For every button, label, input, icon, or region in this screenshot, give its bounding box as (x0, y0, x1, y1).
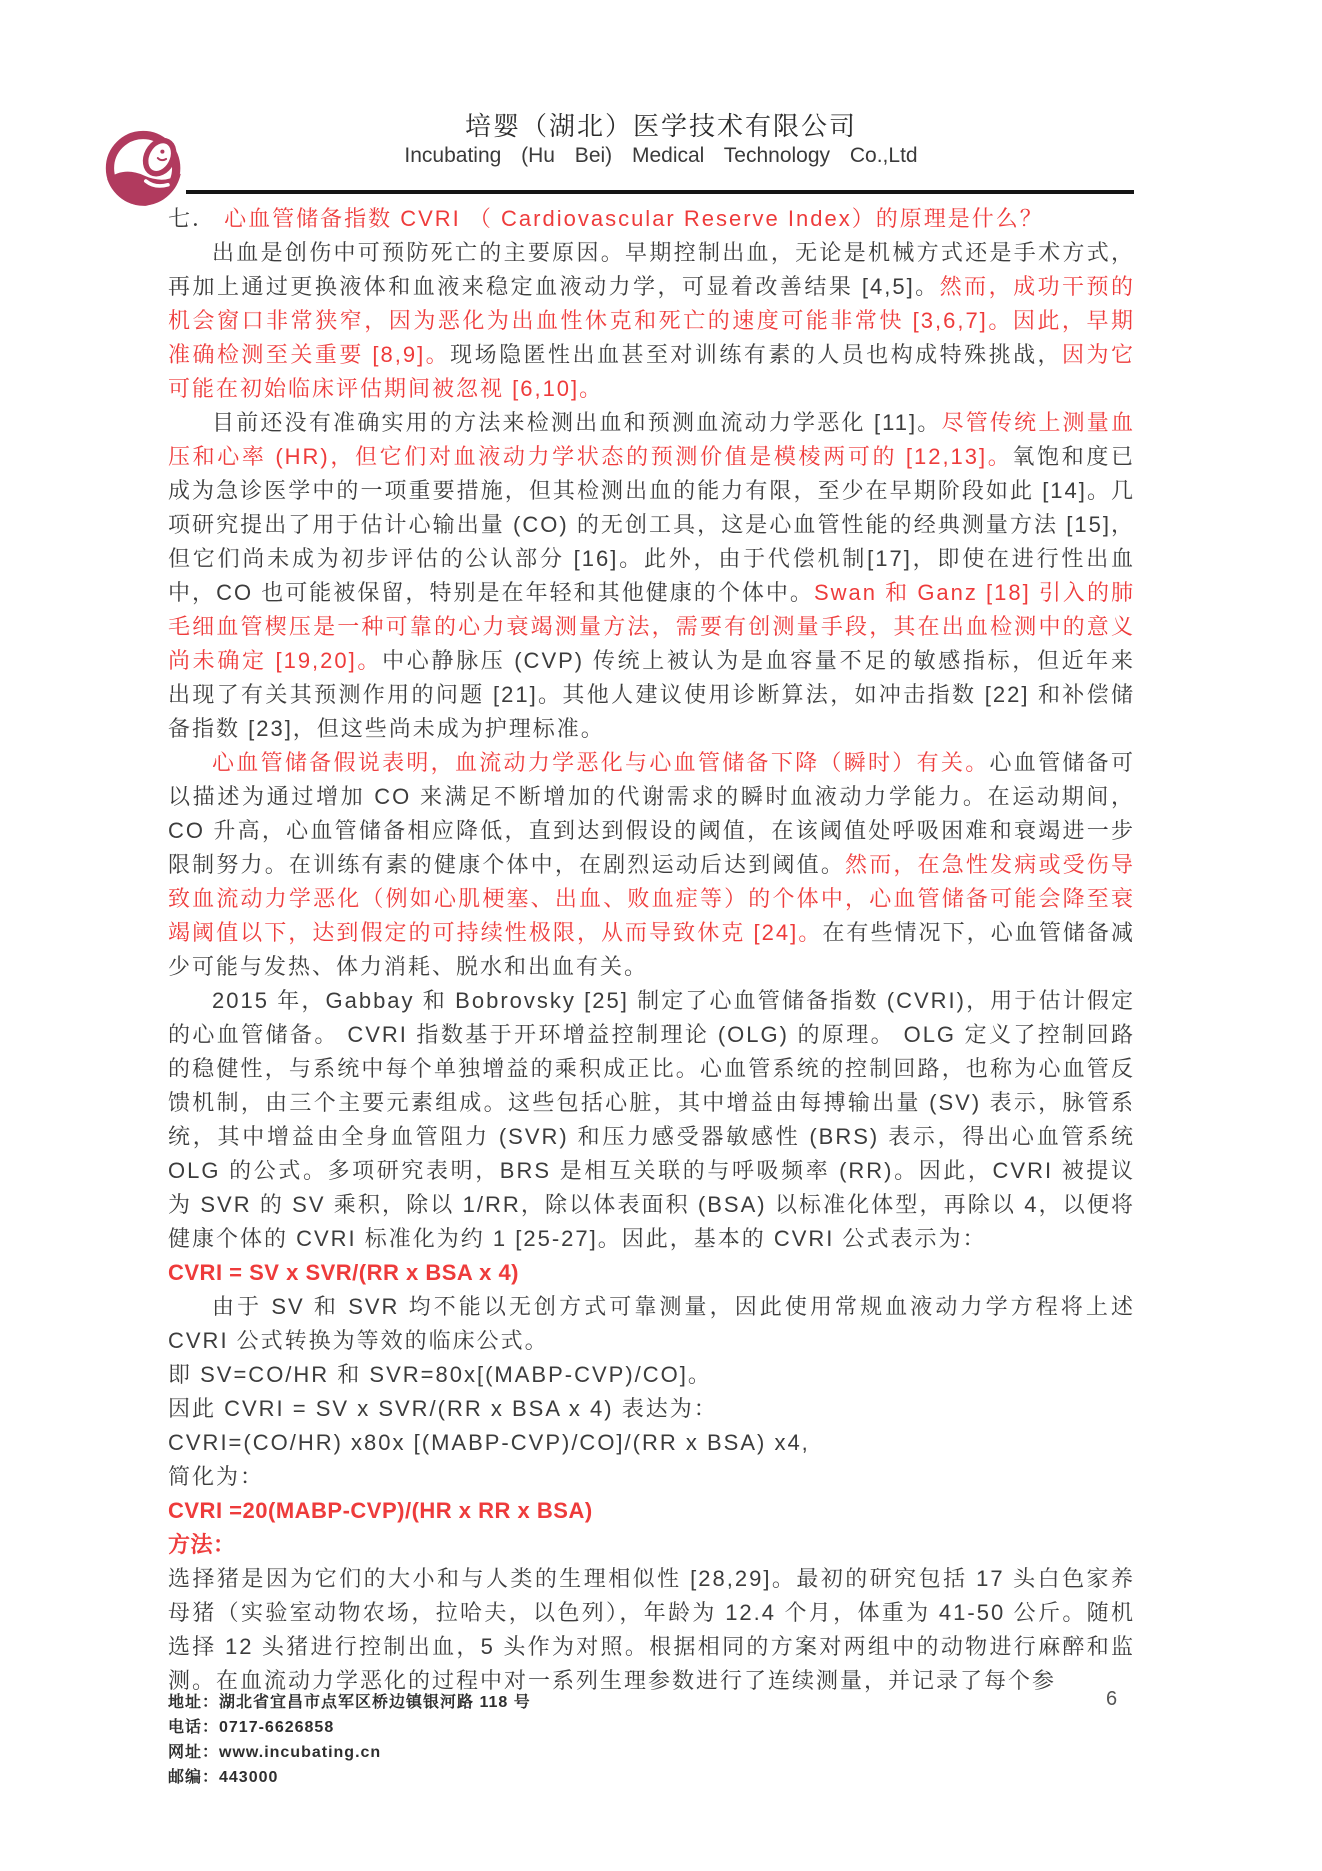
company-name-zh: 培婴（湖北）医学技术有限公司 (464, 111, 857, 141)
text-segment: 由于 SV 和 SVR 均不能以无创方式可靠测量，因此使用常规血液动力学方程将上述 CVRI 公式转换为等效的临床公式。 (168, 1294, 1135, 1353)
page-number: 6 (1106, 1688, 1118, 1710)
footer-phone: 电话：0717-6626858 (168, 1719, 335, 1736)
formula-line-expressed-as (168, 1392, 1135, 1426)
text-segment: Swan 和 Ganz [18] 引入的肺毛细血管楔压是一种可靠的心力衰竭测量方法，需要有创测量手段，其在出血检测中的意义尚未确定 [19,20]。 (168, 580, 1135, 673)
paragraph-6 (168, 1562, 1135, 1698)
company-name-en: Incubating (Hu Bei) Medical Technology Co.,Ltd (404, 144, 918, 167)
text-segment: 现场隐匿性出血甚至对训练有素的人员也构成特殊挑战， (450, 342, 1063, 367)
footer-postcode: 邮编：443000 (168, 1769, 279, 1786)
footer (168, 1690, 868, 1790)
footer-address: 地址：湖北省宜昌市点军区桥边镇银河路 118 号 (168, 1694, 531, 1711)
text-segment: 简化为： (168, 1464, 265, 1489)
text-segment: 方法： (168, 1532, 236, 1557)
formula-line-expanded (168, 1426, 1135, 1460)
paragraph-4 (168, 984, 1135, 1256)
footer-website: 网址：www.incubating.cn (168, 1744, 382, 1761)
text-segment: 2015 年，Gabbay 和 Bobrovsky [25] 制定了心血管储备指数 (CVRI)，用于估计假定的心血管储备。 CVRI 指数基于开环增益控制理论 (OLG) 的原理。 OLG 定义了控制回路的稳健性，与系统中每个单独增益的乘积成正比。心血管系统的控制回路，也称为心血管反馈机制，由三个主要元素组成。这些包括心脏，其中增益由每搏输出量 (SV) 表示，脉管系统，其中增益由全身血管阻力 (SVR) 和压力感受器敏感性 (BRS) 表示，得出心血管系统 OLG 的公式。多项研究表明，BRS 是相互关联的与呼吸频率 (RR)。因此，CVRI 被提议为 SVR 的 SV 乘积，除以 1/RR，除以体表面积 (BSA) 以标准化体型，再除以 4，以便将健康个体的 CVRI 标准化为约 1 [25-27]。因此，基本的 CVRI 公式表示为： (168, 988, 1135, 1251)
document-body (168, 202, 1135, 1698)
text-segment: CVRI=(CO/HR) x80x [(MABP-CVP)/CO]/(RR x BSA) x4, (168, 1430, 810, 1455)
paragraph-5 (168, 1290, 1135, 1358)
text-segment: 心血管储备指数 CVRI （ Cardiovascular Reserve Index）的原理是什么？ (224, 206, 1044, 231)
formula-line-sv-svr (168, 1358, 1135, 1392)
section-title (168, 202, 1135, 236)
text-segment: 然而，成功干预的机会窗口非常狭窄，因为恶化为出血性休克和死亡的速度可能非常快 [3,6,7]。因此，早期准确检测至关重要 [8,9]。 (168, 274, 1135, 367)
text-segment: 在有些情况下，心血管储备减少可能与发热、体力消耗、脱水和出血有关。 (168, 920, 1135, 979)
text-segment: 心血管储备可以描述为通过增加 CO 来满足不断增加的代谢需求的瞬时血液动力学能力。在运动期间，CO 升高，心血管储备相应降低，直到达到假设的阈值，在该阈值处呼吸困难和衰竭进一步限制努力。在训练有素的健康个体中，在剧烈运动后达到阈值。 (168, 750, 1135, 877)
formula-cvri-simplified (168, 1494, 1135, 1528)
simplified-as-label (168, 1460, 1135, 1494)
paragraph-3 (168, 746, 1135, 984)
text-segment: 目前还没有准确实用的方法来检测出血和预测血流动力学恶化 [11]。 (212, 410, 942, 435)
text-segment: 中心静脉压 (CVP) 传统上被认为是血容量不足的敏感指标，但近年来出现了有关其预测作用的问题 [21]。其他人建议使用诊断算法，如冲击指数 [22] 和补偿储备指数 [23]，但这些尚未成为护理标准。 (168, 648, 1135, 741)
paragraph-2 (168, 406, 1135, 746)
text-segment: 氧饱和度已成为急诊医学中的一项重要措施，但其检测出血的能力有限，至少在早期阶段如此 [14]。几项研究提出了用于估计心输出量 (CO) 的无创工具，这是心血管性能的经典测量方法 [15]，但它们尚未成为初步评估的公认部分 [16]。此外，由于代偿机制[17]，即使在进行性出血中，CO 也可能被保留，特别是在年轻和其他健康的个体中。 (168, 444, 1135, 605)
text-segment: 因为它可能在初始临床评估期间被忽视 [6,10]。 (168, 342, 1135, 401)
text-segment: 心血管储备假说表明，血流动力学恶化与心血管储备下降（瞬时）有关。 (212, 750, 990, 775)
paragraph-1 (168, 236, 1135, 406)
formula-cvri-basic (168, 1256, 1135, 1290)
text-segment: 出血是创伤中可预防死亡的主要原因。早期控制出血，无论是机械方式还是手术方式，再加上通过更换液体和血液来稳定血液动力学，可显着改善结果 [4,5]。 (168, 240, 1135, 299)
header-rule (186, 190, 1134, 194)
text-segment: 七． (168, 206, 225, 231)
text-segment: CVRI =20(MABP-CVP)/(HR x RR x BSA) (168, 1498, 593, 1523)
text-segment: 因此 CVRI = SV x SVR/(RR x BSA x 4) 表达为： (168, 1396, 718, 1421)
text-segment: 尽管传统上测量血压和心率 (HR)，但它们对血液动力学状态的预测价值是模棱两可的 [12,13]。 (168, 410, 1135, 469)
text-segment: CVRI = SV x SVR/(RR x BSA x 4) (168, 1260, 520, 1285)
text-segment: 然而，在急性发病或受伤导致血流动力学恶化（例如心肌梗塞、出血、败血症等）的个体中，心血管储备可能会降至衰竭阈值以下，达到假定的可持续性极限，从而导致休克 [24]。 (168, 852, 1135, 945)
methods-heading (168, 1528, 1135, 1562)
text-segment: 选择猪是因为它们的大小和与人类的生理相似性 [28,29]。最初的研究包括 17 头白色家养母猪（实验室动物农场，拉哈夫，以色列），年龄为 12.4 个月，体重为 41-50 公斤。随机选择 12 头猪进行控制出血，5 头作为对照。根据相同的方案对两组中的动物进行麻醉和监测。在血流动力学恶化的过程中对一系列生理参数进行了连续测量，并记录了每个参 (168, 1566, 1135, 1693)
text-segment: 即 SV=CO/HR 和 SVR=80x[(MABP-CVP)/CO]。 (168, 1362, 712, 1387)
